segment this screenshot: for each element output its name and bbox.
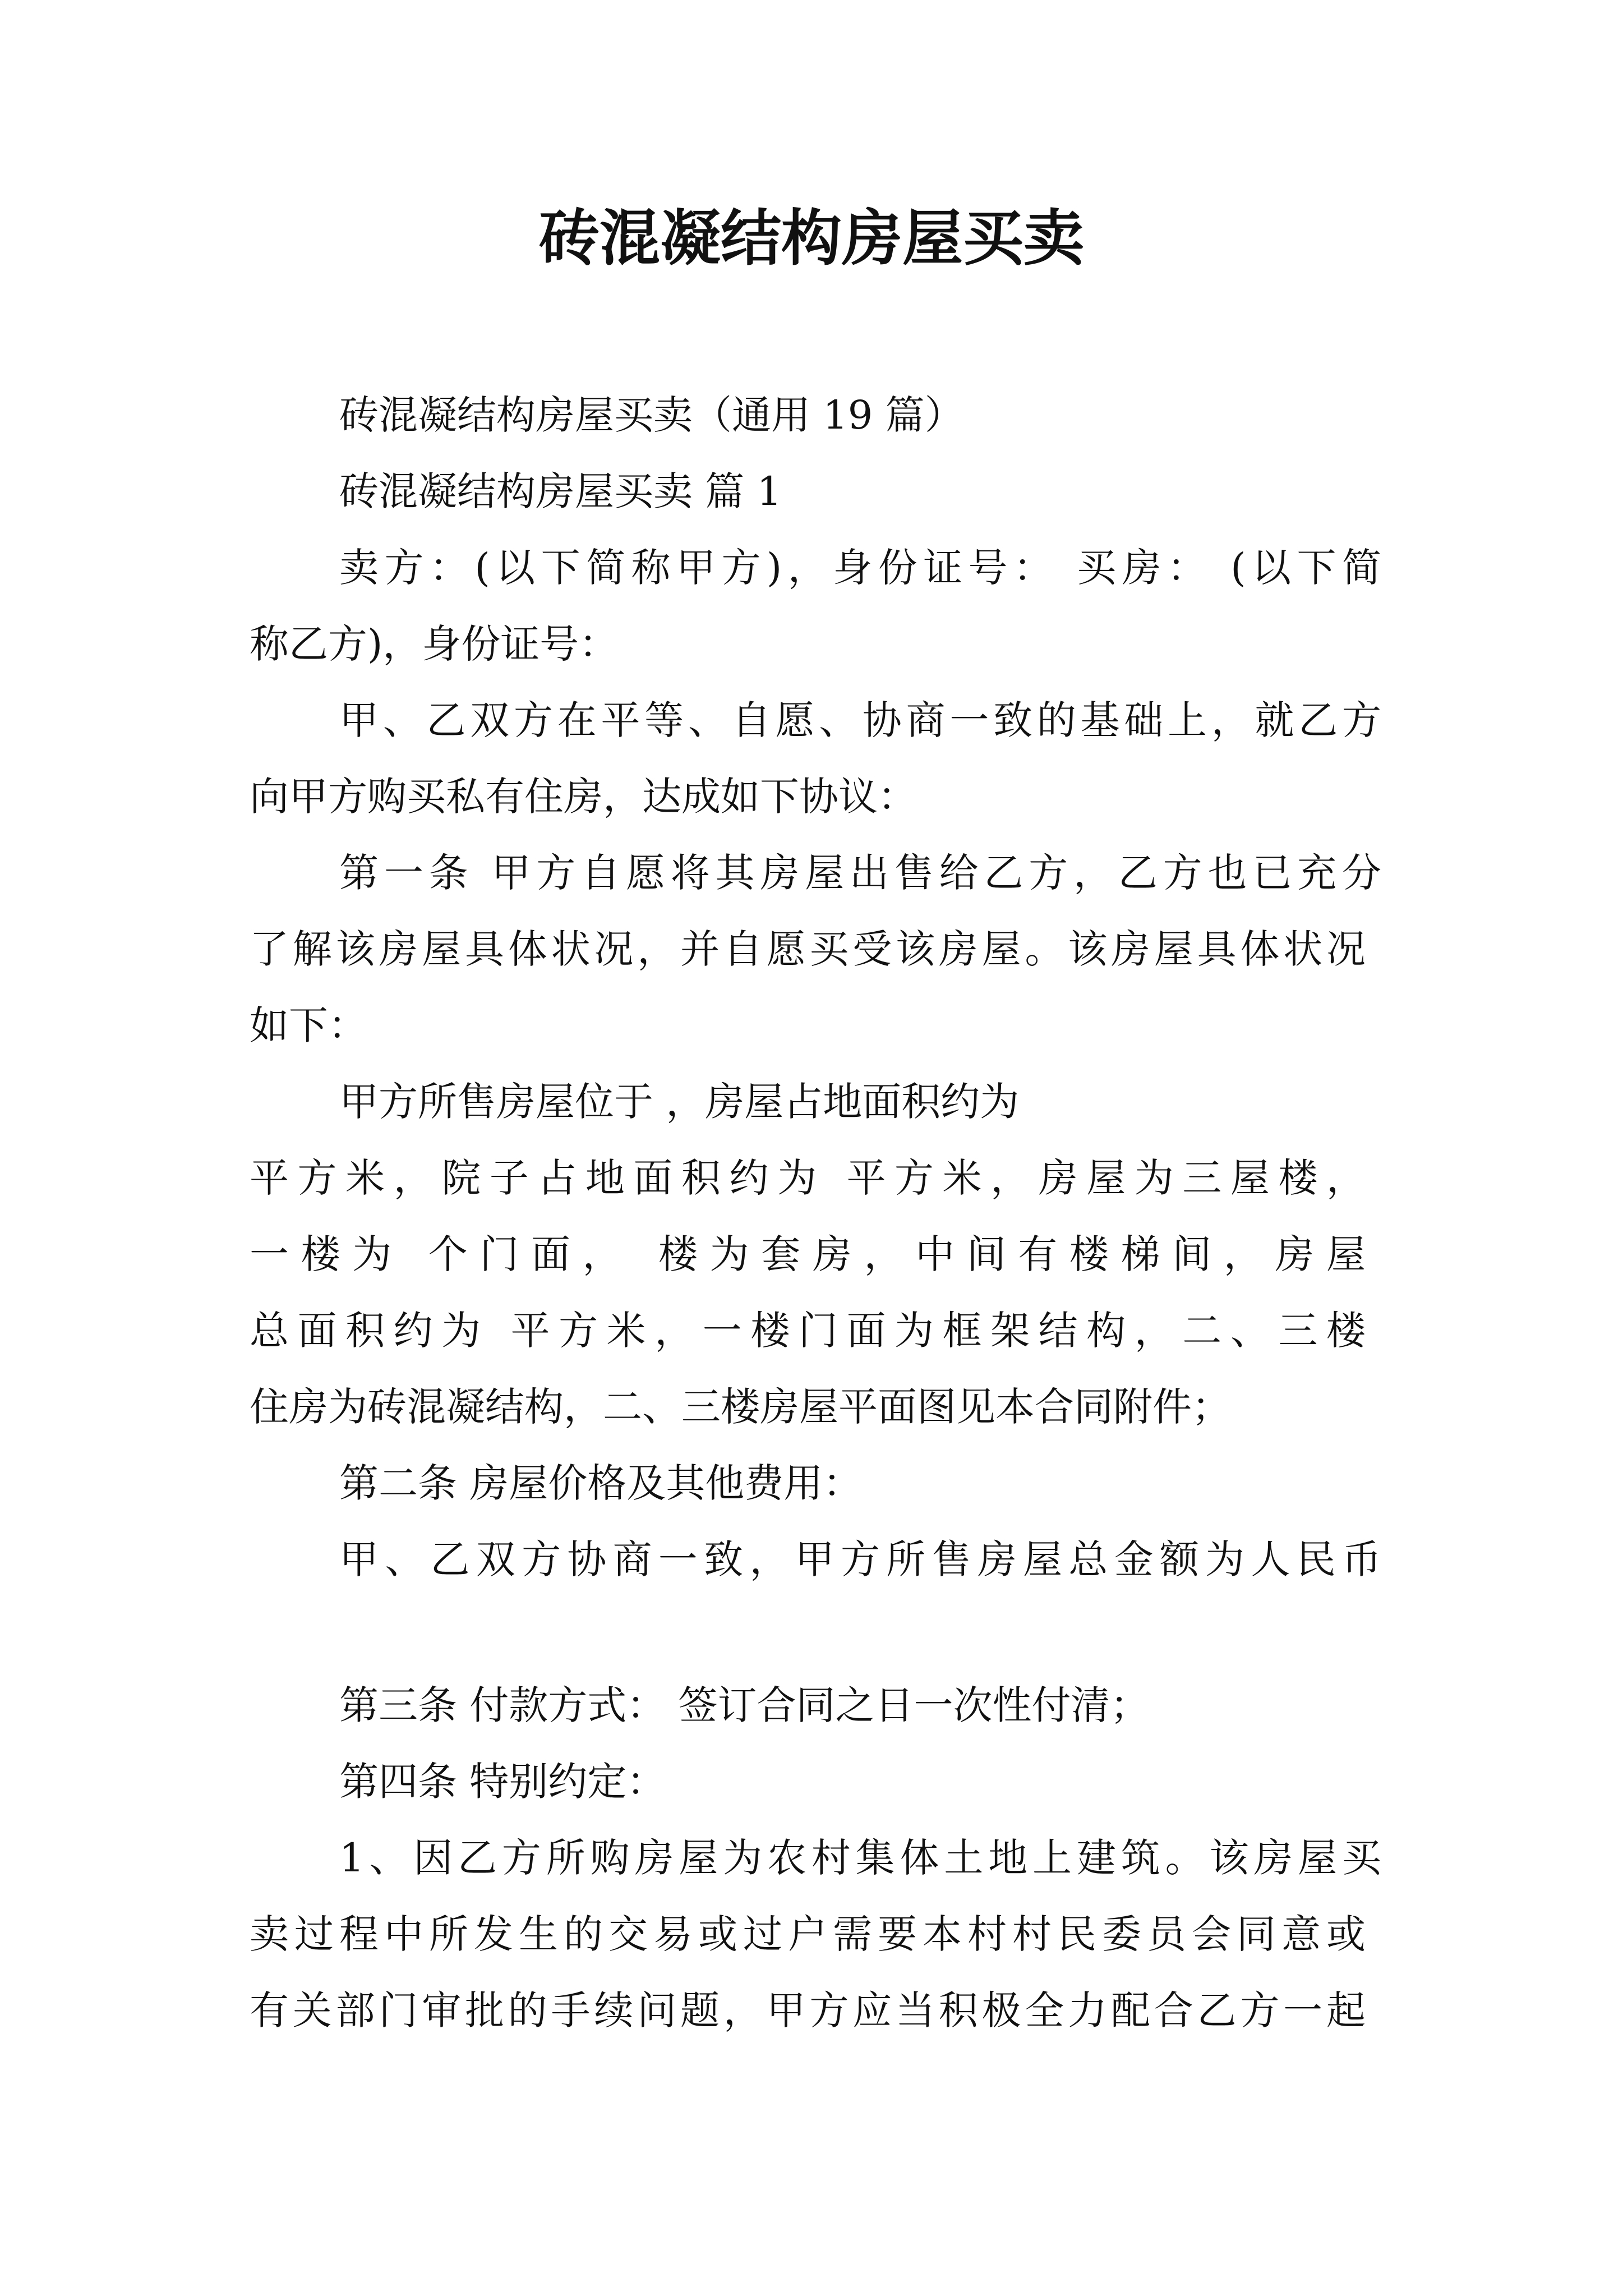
paragraph-line: 第一条 甲方自愿将其房屋出售给乙方，乙方也已充分 (339, 850, 1381, 896)
paragraph-line: 甲、乙双方在平等、自愿、协商一致的基础上，就乙方 (339, 697, 1381, 743)
paragraph-line: 第四条 特别约定： (339, 1759, 666, 1805)
paragraph-line: 卖方：(以下简称甲方)，身份证号： 买房： (以下简 (339, 545, 1381, 591)
paragraph-line: 1、因乙方所购房屋为农村集体土地上建筑。该房屋买 (339, 1835, 1381, 1881)
paragraph-line: 第二条 房屋价格及其他费用： (339, 1460, 863, 1506)
paragraph-line: 卖过程中所发生的交易或过户需要本村村民委员会同意或 (250, 1911, 1366, 1957)
paragraph-line: 一楼为 个门面， 楼为套房，中间有楼梯间，房屋 (250, 1231, 1366, 1277)
paragraph-line: 如下： (250, 1002, 367, 1048)
paragraph-line: 第三条 付款方式： 签订合同之日一次性付清； (339, 1682, 1150, 1728)
paragraph-line: 了解该房屋具体状况，并自愿买受该房屋。该房屋具体状况 (250, 926, 1366, 972)
paragraph-line: 向甲方购买私有住房，达成如下协议： (250, 774, 917, 820)
paragraph-line: 平方米，院子占地面积约为 平方米，房屋为三屋楼， (250, 1155, 1366, 1201)
paragraph-line: 称乙方)，身份证号： (250, 621, 619, 667)
paragraph-line: 住房为砖混凝结构，二、三楼房屋平面图见本合同附件； (250, 1384, 1231, 1430)
subtitle-line: 砖混凝结构房屋买卖（通用 19 篇） (339, 392, 964, 438)
paragraph-line: 甲方所售房屋位于 ，房屋占地面积约为 (339, 1079, 1020, 1125)
document-title: 砖混凝结构房屋买卖 (538, 203, 1084, 274)
paragraph-line: 总面积约为 平方米，一楼门面为框架结构，二、三楼 (250, 1308, 1366, 1354)
section-heading: 砖混凝结构房屋买卖 篇 1 (339, 468, 782, 514)
paragraph-line: 有关部门审批的手续问题，甲方应当积极全力配合乙方一起 (250, 1987, 1366, 2033)
paragraph-line: 甲、乙双方协商一致，甲方所售房屋总金额为人民币 (339, 1536, 1381, 1582)
